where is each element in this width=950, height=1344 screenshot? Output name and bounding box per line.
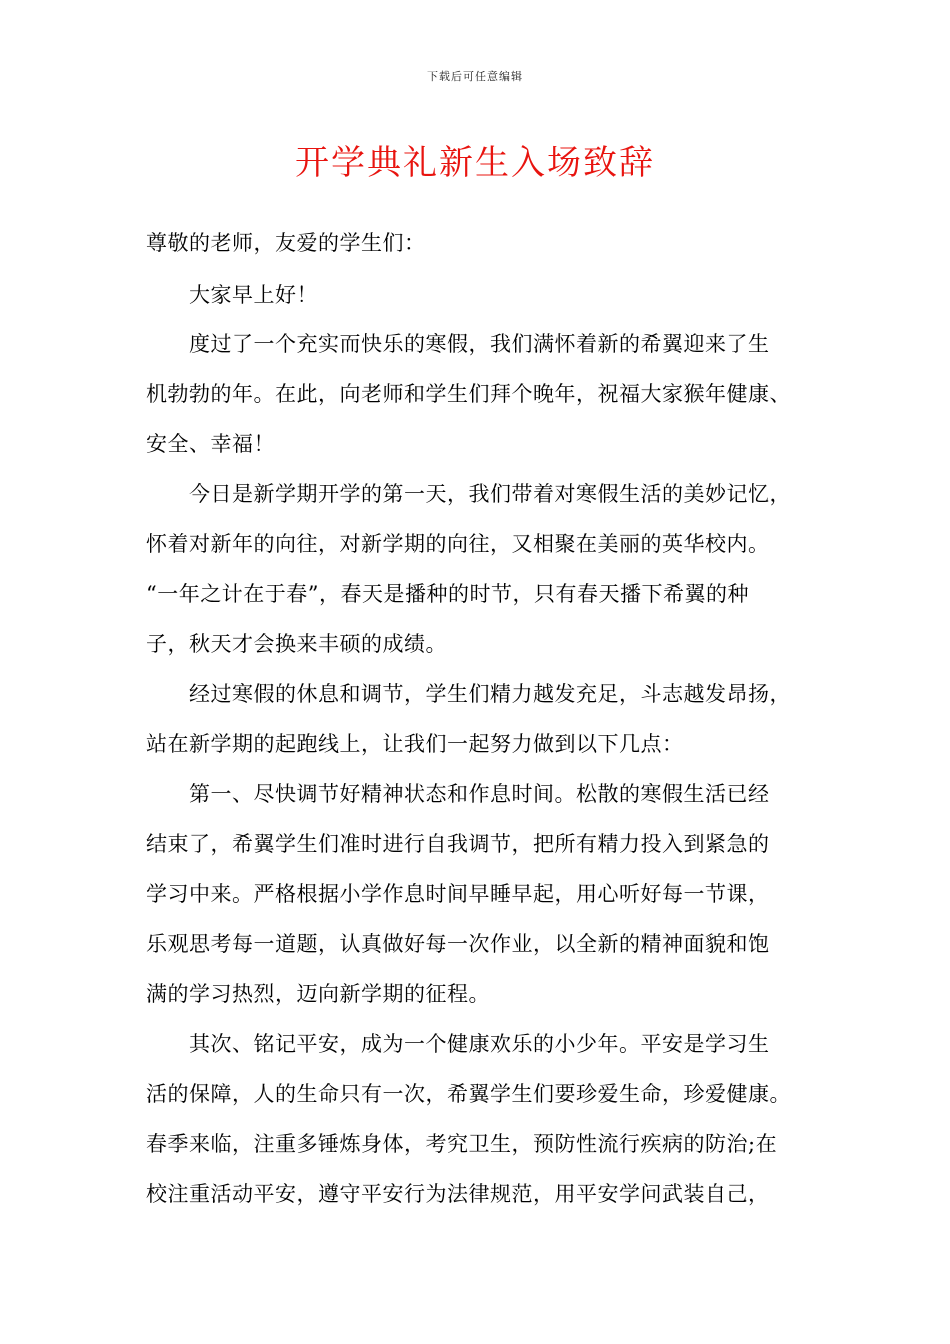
body-line: 春季来临，注重多锤炼身体，考究卫生，预防性流行疾病的防治;在 bbox=[146, 1132, 778, 1156]
document-title: 开学典礼新生入场致辞 bbox=[295, 143, 655, 183]
body-line: 子，秋天才会换来丰硕的成绩。 bbox=[146, 632, 447, 656]
body-line: 机勃勃的年。在此，向老师和学生们拜个晚年，祝福大家猴年健康、 bbox=[146, 382, 791, 406]
body-line: 怀着对新年的向往，对新学期的向往，又相聚在美丽的英华校内。 bbox=[146, 532, 770, 556]
body-line: 结束了，希翼学生们准时进行自我调节，把所有精力投入到紧急的 bbox=[146, 832, 770, 856]
body-line: 学习中来。严格根据小学作息时间早睡早起，用心听好每一节课， bbox=[146, 882, 770, 906]
body-line: 第一、尽快调节好精神状态和作息时间。松散的寒假生活已经 bbox=[146, 782, 770, 806]
body-line: 今日是新学期开学的第一天，我们带着对寒假生活的美妙记忆， bbox=[146, 482, 791, 506]
body-line: 安全、幸福！ bbox=[146, 432, 275, 456]
body-line: 度过了一个充实而快乐的寒假，我们满怀着新的希翼迎来了生 bbox=[146, 332, 770, 356]
header-note: 下载后可任意编辑 bbox=[427, 70, 523, 83]
body-line: 站在新学期的起跑线上，让我们一起努力做到以下几点： bbox=[146, 732, 684, 756]
body-line: 其次、铭记平安，成为一个健康欢乐的小少年。平安是学习生 bbox=[146, 1032, 770, 1056]
body-line: 经过寒假的休息和调节，学生们精力越发充足，斗志越发昂扬， bbox=[146, 682, 791, 706]
body-line: 校注重活动平安，遵守平安行为法律规范，用平安学问武装自己， bbox=[146, 1182, 770, 1206]
body-line: 满的学习热烈，迈向新学期的征程。 bbox=[146, 982, 490, 1006]
body-line: 乐观思考每一道题，认真做好每一次作业，以全新的精神面貌和饱 bbox=[146, 932, 770, 956]
salutation-line: 尊敬的老师，友爱的学生们： bbox=[146, 231, 426, 255]
body-line: 活的保障，人的生命只有一次，希翼学生们要珍爱生命，珍爱健康。 bbox=[146, 1082, 791, 1106]
body-line: “一年之计在于春”，春天是播种的时节，只有春天播下希翼的种 bbox=[146, 582, 749, 606]
body-line: 大家早上好！ bbox=[146, 283, 318, 307]
